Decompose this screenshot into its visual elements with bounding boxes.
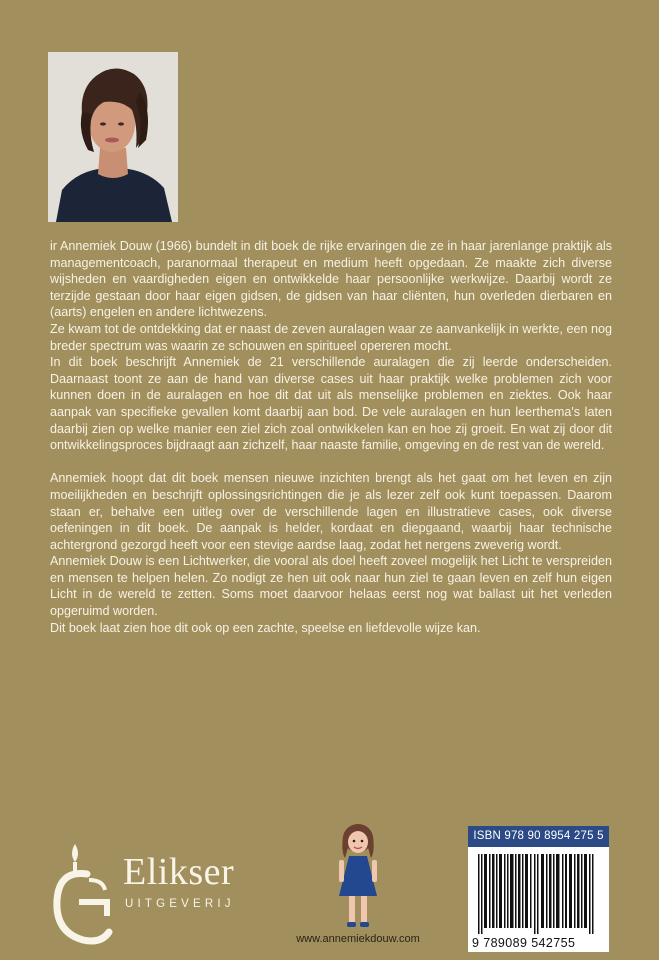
blurb-paragraph-1: ir Annemiek Douw (1966) bundelt in dit boek de rijke ervaringen die ze in haar jarenlange praktijk als managementcoach, paranormaal therapeut en medium heeft opgedaan. Ze maakte zich diverse wijsheden en vaardigheden eigen en ontwikkelde haar persoonlijke werkwijze. Daarbij wordt ze terzijde gestaan door haar eigen gidsen, de gidsen van haar cliënten, hun overleden dierbaren en (aarts) engelen en andere lichtwezens. xyxy=(50,239,612,320)
isbn-barcode xyxy=(468,826,609,952)
back-cover-blurb xyxy=(50,238,612,636)
author-photo xyxy=(48,52,178,222)
doll-illustration xyxy=(333,822,383,932)
publisher-name: Elikser xyxy=(123,851,235,893)
blurb-paragraph-3: In dit boek beschrijft Annemiek de 21 verschillende auralagen die zij leerde onderscheiden. Daarnaast toont ze aan de hand van diverse cases uit haar praktijk welke problemen zich voor kunnen doen in de auralagen en hoe dit dat uit als menselijke problemen en ziektes. Ook haar aanpak van specifieke gevallen komt daarbij aan bod. De vele auralagen en hun leerthema's laten daarbij zien op welke manier een ziel zich zoal ontwikkelen kan en hoe zij groeit. En wat zij door dit ontwikkelingsproces bijdraagt aan zichzelf, haar naaste familie, omgeving en de rest van de wereld. xyxy=(50,355,612,453)
flame-e-logo-icon xyxy=(45,840,125,950)
isbn-label: ISBN 978 90 8954 275 5 xyxy=(468,826,609,847)
publisher-logo xyxy=(45,840,265,950)
publisher-subtitle: UITGEVERIJ xyxy=(125,898,235,910)
barcode-icon xyxy=(474,854,603,934)
author-portrait xyxy=(48,52,178,222)
doll-figure-icon xyxy=(333,822,383,932)
barcode-digits: 9 789089 542755 xyxy=(472,936,576,950)
author-website[interactable]: www.annemiekdouw.com xyxy=(296,933,420,945)
blurb-paragraph-6: Dit boek laat zien hoe dit ook op een zachte, speelse en liefdevolle wijze kan. xyxy=(50,620,481,635)
blurb-paragraph-4: Annemiek hoopt dat dit boek mensen nieuwe inzichten brengt als het gaat om het leven en zijn moeilijkheden en beschrijft oplossingsrichtingen die je als lezer zelf ook kunt toepassen. Daarom staan er, behalve een uitleg over de verschillende lagen en illustratieve cases, ook diverse oefeningen in dit boek. De aanpak is helder, kordaat en diepgaand, waarbij haar technische achtergrond gezorgd heeft voor een stevige aardse laag, zodat het nergens zweverig wordt. xyxy=(50,471,612,552)
blurb-paragraph-2: Ze kwam tot de ontdekking dat er naast de zeven auralagen waar ze aanvankelijk in werkte, een nog breder spectrum was waarin ze schouwen en spiritueel opereren mocht. xyxy=(50,321,612,353)
blurb-paragraph-5: Annemiek Douw is een Lichtwerker, die vooral als doel heeft zoveel mogelijk het Licht te verspreiden en mensen te helpen helen. Zo nodigt ze hen uit ook naar hun ziel te gaan leven en zelf hun eigen Licht in de wereld te zetten. Soms moet daarvoor helaas eerst nog wat ballast uit het verleden opgeruimd worden. xyxy=(50,554,612,619)
